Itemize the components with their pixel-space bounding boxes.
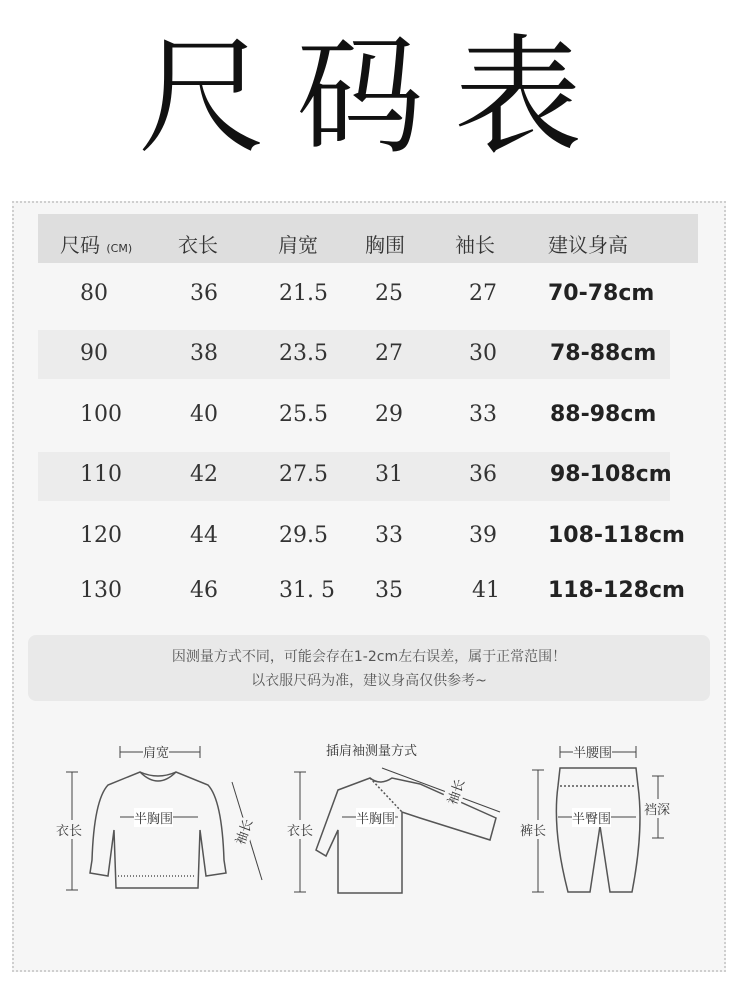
cell-length: 42: [190, 462, 218, 487]
note-line-2: 以衣服尺码为准，建议身高仅供参考~: [251, 673, 487, 689]
cell-height: 78-88cm: [550, 341, 657, 366]
label-rise: 裆深: [644, 799, 670, 818]
label-sweater-chest: 半胸围: [134, 808, 173, 827]
header-shoulder: 肩宽: [278, 233, 318, 257]
cell-height: 108-118cm: [548, 523, 685, 548]
cell-size: 100: [80, 402, 122, 427]
cell-shoulder: 29.5: [279, 523, 328, 548]
label-raglan-length: 衣长: [287, 820, 313, 839]
cell-shoulder: 21.5: [279, 281, 328, 306]
cell-length: 36: [190, 281, 218, 306]
label-raglan-sleeve: 袖长: [442, 776, 469, 807]
header-length: 衣长: [178, 233, 218, 257]
label-shoulder: 肩宽: [143, 742, 169, 761]
pants-illustration: [556, 768, 640, 892]
cell-shoulder: 31. 5: [279, 578, 335, 603]
label-sweater-length: 衣长: [56, 820, 82, 839]
cell-shoulder: 23.5: [279, 341, 328, 366]
header-sleeve: 袖长: [455, 233, 495, 257]
label-waist: 半腰围: [573, 742, 612, 761]
note-line-1: 因测量方式不同，可能会存在1-2cm左右误差，属于正常范围！: [171, 649, 567, 665]
label-hip: 半臀围: [572, 808, 611, 827]
label-pants-length: 裤长: [520, 820, 546, 839]
cell-shoulder: 25.5: [279, 402, 328, 427]
cell-height: 118-128cm: [548, 578, 685, 603]
cell-chest: 29: [375, 402, 403, 427]
cell-size: 80: [80, 281, 108, 306]
cell-sleeve: 39: [469, 523, 497, 548]
cell-length: 46: [190, 578, 218, 603]
cell-height: 98-108cm: [550, 462, 672, 487]
cell-chest: 27: [375, 341, 403, 366]
cell-chest: 35: [375, 578, 403, 603]
raglan-shirt-illustration: [316, 778, 496, 893]
cell-height: 88-98cm: [550, 402, 657, 427]
cell-sleeve: 33: [469, 402, 497, 427]
label-sweater-sleeve: 袖长: [230, 816, 257, 847]
cell-shoulder: 27.5: [279, 462, 328, 487]
cell-sleeve: 27: [469, 281, 497, 306]
cell-chest: 25: [375, 281, 403, 306]
cell-length: 44: [190, 523, 218, 548]
cell-sleeve: 30: [469, 341, 497, 366]
cell-size: 110: [80, 462, 122, 487]
cell-size: 130: [80, 578, 122, 603]
label-raglan-chest: 半胸围: [356, 808, 395, 827]
cell-chest: 31: [375, 462, 403, 487]
cell-size: 90: [80, 341, 108, 366]
cell-sleeve: 41: [472, 578, 500, 603]
cell-height: 70-78cm: [548, 281, 655, 306]
header-height: 建议身高: [548, 233, 628, 257]
header-chest: 胸围: [365, 233, 405, 257]
cell-length: 40: [190, 402, 218, 427]
header-size: 尺码 (CM): [60, 233, 133, 257]
sweater-illustration: [90, 772, 226, 888]
label-raglan-title: 插肩袖测量方式: [326, 744, 418, 759]
cell-sleeve: 36: [469, 462, 497, 487]
cell-length: 38: [190, 341, 218, 366]
cell-chest: 33: [375, 523, 403, 548]
cell-size: 120: [80, 523, 122, 548]
page-title: 尺码表: [137, 23, 612, 172]
